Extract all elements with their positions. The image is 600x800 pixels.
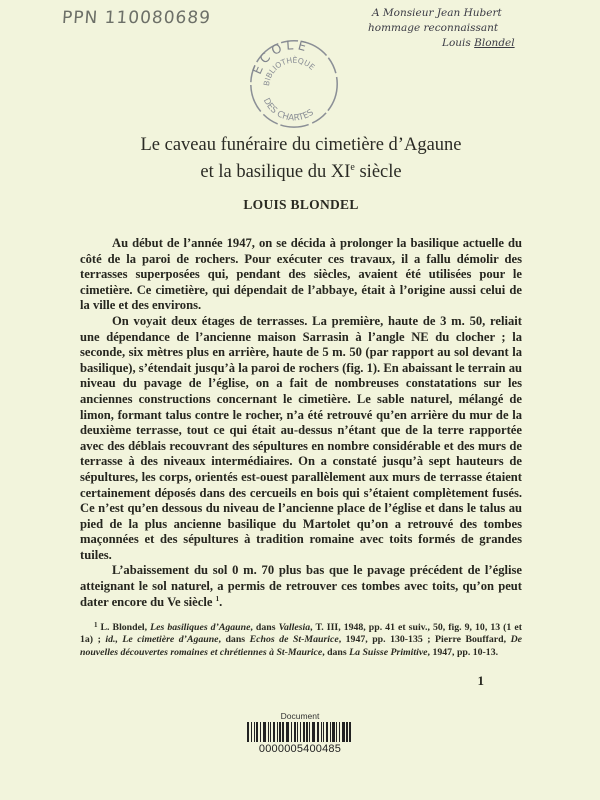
barcode-bar bbox=[279, 722, 280, 742]
footnote-text: , dans bbox=[250, 622, 279, 634]
barcode-bar bbox=[294, 722, 296, 742]
dedication-signature bbox=[442, 36, 582, 51]
article-body bbox=[80, 236, 522, 610]
footnote-journal: La Suisse Primitive bbox=[349, 646, 428, 658]
stamp-seal-icon bbox=[246, 34, 342, 130]
barcode-label bbox=[229, 711, 371, 756]
barcode-bar bbox=[256, 722, 258, 742]
barcode-bar bbox=[332, 722, 334, 742]
page-number: 1 bbox=[477, 672, 484, 688]
barcode-bar bbox=[321, 722, 322, 742]
barcode-bar bbox=[317, 722, 319, 742]
footnote-citation-title: Les basiliques d’Agaune bbox=[150, 622, 251, 634]
stamp-bottom-text: DES CHARTES bbox=[260, 96, 316, 124]
footnote-journal: Echos de St-Maurice bbox=[249, 634, 339, 646]
barcode-bar bbox=[349, 722, 351, 742]
title-line-2 bbox=[80, 159, 522, 186]
barcode-bar bbox=[282, 722, 284, 742]
barcode-bar bbox=[300, 722, 301, 742]
barcode-bar bbox=[309, 722, 310, 742]
barcode-bar bbox=[339, 722, 340, 742]
handwritten-dedication bbox=[368, 6, 582, 51]
footnote-text: , dans bbox=[322, 646, 350, 658]
page-number-row bbox=[80, 673, 522, 689]
page-header-annotations bbox=[0, 0, 600, 132]
title-line-1: Le caveau funéraire du cimetière d’Agaune bbox=[140, 135, 462, 155]
barcode-bar bbox=[303, 722, 305, 742]
svg-text:ECOLE bbox=[249, 37, 312, 76]
footnote-citation-title: id., Le cimetière d’Agaune bbox=[105, 634, 219, 646]
signature-last-name: Blondel bbox=[474, 37, 515, 49]
barcode-bar bbox=[270, 722, 271, 742]
footnote-text: , 1947, pp. 10-13. bbox=[427, 646, 499, 658]
barcode-bar bbox=[336, 722, 337, 742]
barcode-bar bbox=[306, 722, 307, 742]
barcode-bar bbox=[342, 722, 345, 742]
paragraph-3-text: L’abaissement du sol 0 m. 70 plus bas que le pavage précédent de l’église atteignant le sol naturel, a permis de retrouver ces tombes avec toits, qu’on peut dater encore du Ve siècle bbox=[80, 563, 522, 609]
library-stamp bbox=[246, 34, 342, 130]
ppn-handwritten-annotation: PPN 110080689 bbox=[61, 8, 212, 28]
footnote-journal: Vallesia bbox=[278, 622, 311, 634]
paragraph-2: On voyait deux étages de terrasses. La première, haute de 3 m. 50, reliait une dépendance de l’ancienne maison Sarrasin à l’angle NE du clocher ; la seconde, six mètres plus en arrière, haute de 5 m. 50 (par rapport au sol devant la basilique), s’étendait jusqu’à la paroi de rochers (fig. 1). En abaissant le terrain au niveau du pavage de l’église, on a fait de nombreuses constatations sur les anciennes constructions concernant le cimetière. Le sable naturel, mélangé de limon, formant talus contre le rocher, n’a été retrouvé qu’en arrière du mur de la deuxième terrasse, tout ce qui était au-dessus n’étant que de la terre rapportée avec des déblais recouvrant des sépultures en nombre considérable et des murs de terrasse à des niveaux intermédiaires. On a constaté jusqu’à sept hauteurs de sépultures, les corps, orientés est-ouest parallèlement aux murs de terrasse étaient certainement déposés dans des cercueils en bois qui s’étaient complètement fusés. Ce n’est qu’en dessous du niveau de l’ancienne place de l’église et dans le talus au pied de la plus ancienne basilique du Martolet qu’on a retrouvé des tombes maçonnées et des sépultures à tradition romaine avec toits formés de grandes tuiles. bbox=[80, 313, 522, 562]
barcode-bar bbox=[346, 722, 347, 742]
barcode-caption: Document bbox=[280, 710, 320, 721]
barcode-bar bbox=[330, 722, 331, 742]
barcode-bar bbox=[286, 722, 289, 742]
footnote-citation-title: De nouvelles découvertes romaines et chrétiennes à St-Maurice bbox=[80, 634, 522, 658]
footnote-mark: 1 bbox=[94, 621, 98, 630]
barcode-bars-icon bbox=[229, 722, 371, 742]
barcode-bar bbox=[312, 722, 315, 742]
barcode-bar bbox=[251, 722, 252, 742]
barcode-row bbox=[0, 711, 600, 762]
barcode-bar bbox=[326, 722, 328, 742]
barcode-bar bbox=[277, 722, 278, 742]
barcode-number: 0000005400485 bbox=[258, 742, 342, 755]
barcode-bar bbox=[247, 722, 249, 742]
barcode-bar bbox=[260, 722, 261, 742]
stamp-middle-text: BIBLIOTHÈQUE bbox=[262, 55, 317, 87]
footnote-text: , T. III, 1948, pp. 41 et suiv., 50, fig. 9, 10, 13 (1 et 1a) ; bbox=[80, 622, 522, 646]
barcode-bar bbox=[254, 722, 255, 742]
barcode-bar bbox=[291, 722, 292, 742]
dedication-line-1: A Monsieur Jean Hubert bbox=[372, 7, 502, 19]
article-title bbox=[80, 132, 522, 186]
footnote-reference: 1 bbox=[215, 594, 220, 603]
title-line-2-end: siècle bbox=[354, 162, 402, 182]
stamp-top-text: ECOLE bbox=[249, 37, 312, 77]
footnote-text: , 1947, pp. 130-135 ; Pierre Bouffard, bbox=[338, 634, 511, 646]
paragraph-1: Au début de l’année 1947, on se décida à prolonger la basilique actuelle du côté de la paroi de rochers. Pour exécuter ces travaux, il a fallu démolir des terrasses superposées qui, pendant des siècles, avaient été utilisées pour le cimetière. Ce cimetière, qui dépendait de l’abbaye, était à l’origine aussi celui de la ville et des environs. bbox=[80, 236, 522, 313]
paragraph-3: L’abaissement du sol 0 m. 70 plus bas que le pavage précédent de l’église atteignant le sol naturel, a permis de retrouver ces tombes avec toits, qu’on peut dater encore du Ve siècle $^1$. bbox=[80, 563, 522, 609]
dedication-line-2: hommage reconnaissant bbox=[368, 22, 499, 34]
barcode-bar bbox=[273, 722, 275, 742]
barcode-bar bbox=[297, 722, 298, 742]
footnote-text: L. Blondel, bbox=[100, 622, 151, 634]
footnote-text: , dans bbox=[218, 634, 250, 646]
title-line-2-start: et la basilique du XI bbox=[200, 162, 351, 182]
barcode-bar bbox=[263, 722, 266, 742]
footnote bbox=[80, 622, 522, 659]
barcode-bar bbox=[323, 722, 324, 742]
article-page bbox=[0, 132, 600, 689]
barcode-bar bbox=[268, 722, 269, 742]
signature-first-name: Louis bbox=[442, 37, 471, 49]
article-author: LOUIS BLONDEL bbox=[243, 197, 359, 212]
title-superscript: e bbox=[350, 162, 355, 173]
